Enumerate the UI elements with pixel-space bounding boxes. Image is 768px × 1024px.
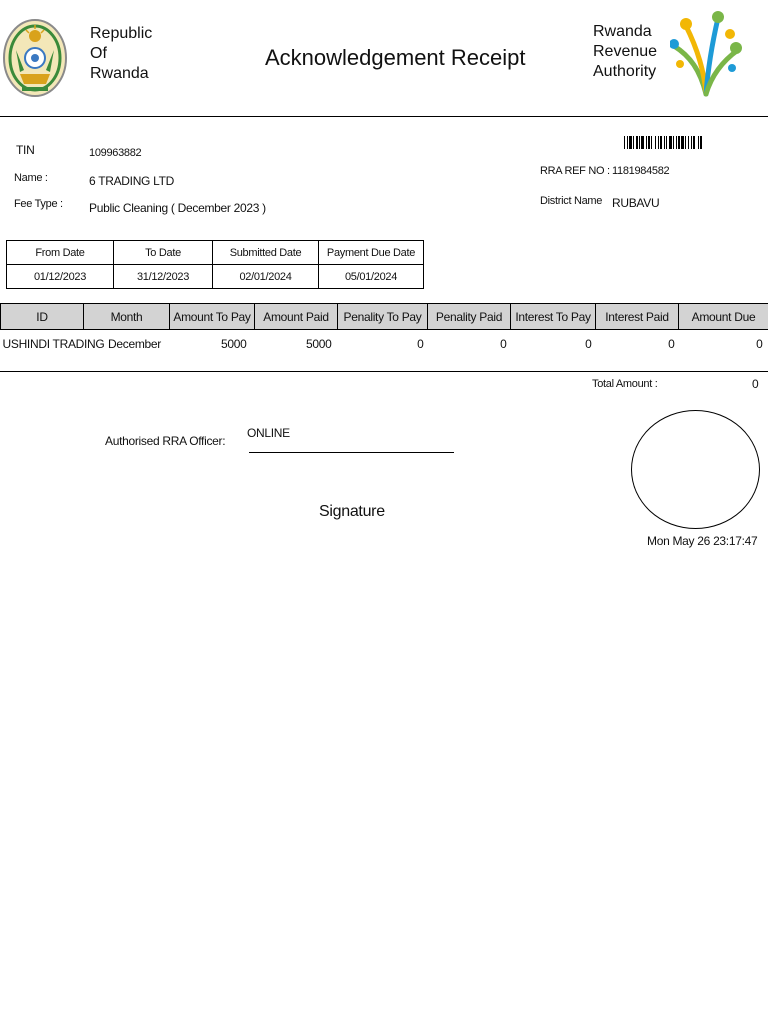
rra-ref-value: 1181984582 [612,165,670,177]
stamp-circle [631,410,760,529]
officer-value: ONLINE [247,426,290,440]
col-month: Month [84,304,170,330]
district-value: RUBAVU [612,196,660,210]
col-amount-due: Amount Due [679,304,768,330]
fee-type-label: Fee Type : [14,198,63,210]
header-divider [0,116,768,117]
cell-month: December [108,337,161,351]
dates-table [6,240,424,289]
district-label: District Name [540,195,603,207]
table-divider [0,371,768,372]
to-date-header: To Date [114,241,213,265]
cell-penality-paid: 0 [500,337,507,351]
name-label: Name : [14,172,48,184]
officer-label: Authorised RRA Officer: [105,434,226,448]
cell-amount-due: 0 [756,337,763,351]
payment-due-date-value: 05/01/2024 [319,265,424,289]
from-date-value: 01/12/2023 [7,265,114,289]
col-interest-paid: Interest Paid [596,304,679,330]
rra-line-3: Authority [593,63,657,80]
submitted-date-value: 02/01/2024 [213,265,319,289]
col-id: ID [1,304,84,330]
rwanda-coat-of-arms-logo [2,10,68,98]
rra-line-2: Revenue [593,43,658,60]
barcode [624,136,750,149]
republic-line-1: Republic [90,25,153,42]
payment-due-date-header: Payment Due Date [319,241,424,265]
to-date-value: 31/12/2023 [114,265,213,289]
cell-amount-to-pay: 5000 [221,337,247,351]
dates-value-row [7,265,424,289]
rra-logo [670,10,742,98]
col-amount-to-pay: Amount To Pay [170,304,255,330]
cell-interest-paid: 0 [668,337,675,351]
page-title: Acknowledgement Receipt [265,45,526,70]
timestamp: Mon May 26 23:17:47 [647,534,758,548]
col-penality-paid: Penality Paid [428,304,511,330]
fee-type-value: Public Cleaning ( December 2023 ) [89,201,266,215]
rra-line-1: Rwanda [593,23,652,40]
col-amount-paid: Amount Paid [255,304,338,330]
total-amount-value: 0 [752,377,759,391]
payment-table-header [1,304,768,330]
col-penality-to-pay: Penality To Pay [338,304,428,330]
rra-ref-label: RRA REF NO : [540,165,610,177]
from-date-header: From Date [7,241,114,265]
cell-amount-paid: 5000 [306,337,332,351]
cell-penality-to-pay: 0 [417,337,424,351]
col-interest-to-pay: Interest To Pay [511,304,596,330]
cell-id: USHINDI TRADING [2,337,105,351]
name-value: 6 TRADING LTD [89,174,175,188]
tin-value: 109963882 [89,147,142,159]
republic-line-2: Of [90,45,107,62]
dates-header-row [7,241,424,265]
tin-label: TIN [16,143,35,157]
table-row [1,330,768,359]
officer-line [249,452,454,453]
submitted-date-header: Submitted Date [213,241,319,265]
total-amount-label: Total Amount : [592,378,658,390]
signature-label: Signature [319,503,385,520]
rra-heading [593,22,657,82]
republic-heading [90,24,152,84]
republic-line-3: Rwanda [90,65,149,82]
payment-table [0,303,768,358]
cell-interest-to-pay: 0 [585,337,592,351]
